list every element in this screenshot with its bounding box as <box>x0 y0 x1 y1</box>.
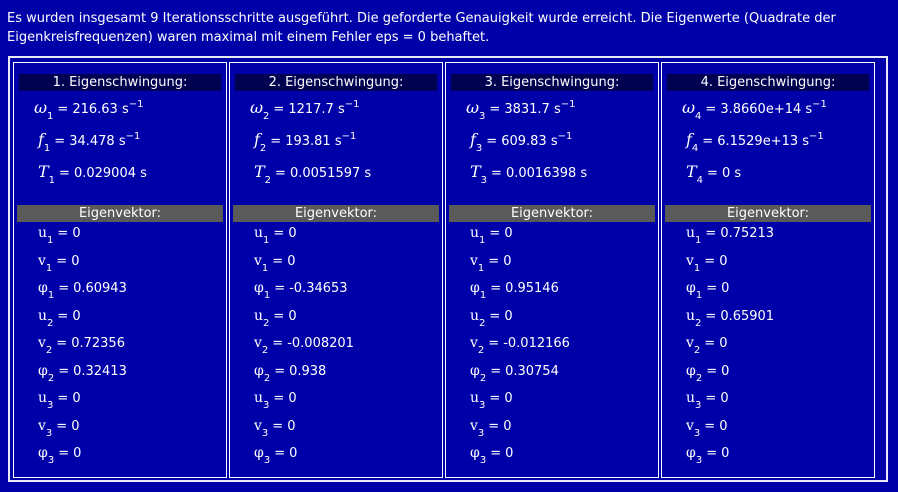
T-symbol: T <box>470 162 481 181</box>
component-index: 2 <box>693 345 701 356</box>
equals-sign: = <box>489 308 501 324</box>
component-value: -0.008201 <box>287 336 354 351</box>
equals-sign: = <box>488 253 500 269</box>
omega-value: 1217.7 <box>288 102 334 117</box>
T-index: 1 <box>48 175 56 186</box>
equals-sign: = <box>274 446 286 461</box>
component-symbol: u <box>38 225 48 241</box>
component-symbol: v <box>254 417 262 434</box>
equals-sign: = <box>57 226 69 241</box>
unit-label: s <box>364 166 372 181</box>
omega-symbol: ω <box>250 98 264 117</box>
component-symbol: φ <box>38 362 48 379</box>
component-symbol: u <box>686 225 696 241</box>
omega-value: 216.63 <box>72 102 118 117</box>
component-index: 3 <box>45 427 53 439</box>
T-row <box>470 162 588 186</box>
component-value: 0 <box>72 226 81 241</box>
component-value: 0 <box>504 391 513 406</box>
component-index: 2 <box>479 317 486 329</box>
equals-sign: = <box>57 308 69 324</box>
eigenvector-header: Eigenvektor: <box>665 205 871 222</box>
component-symbol: φ <box>38 280 48 296</box>
component-index: 2 <box>479 372 487 384</box>
omega-row <box>250 98 360 122</box>
T-symbol: T <box>38 162 49 181</box>
eigenvector-component <box>470 362 559 384</box>
component-index: 1 <box>263 290 271 301</box>
component-value: 0.75213 <box>720 226 775 241</box>
component-index: 3 <box>47 400 54 411</box>
component-index: 1 <box>695 235 702 246</box>
component-value: 0.30754 <box>505 363 559 379</box>
component-symbol: u <box>470 225 480 241</box>
component-symbol: u <box>254 307 264 324</box>
component-value: 0.65901 <box>720 308 775 324</box>
eigenvector-component <box>470 417 512 439</box>
equals-sign: = <box>706 281 718 296</box>
component-value: 0 <box>288 308 297 324</box>
eigenvector-component <box>254 362 327 384</box>
component-value: 0 <box>503 253 512 269</box>
component-value: 0.60943 <box>73 281 127 296</box>
equals-sign: = <box>270 134 282 149</box>
component-index: 2 <box>261 345 269 356</box>
unit-exponent: −1 <box>560 99 576 110</box>
component-index: 1 <box>477 262 485 274</box>
iteration-summary-text: Es wurden insgesamt 9 Iterationsschritte ausgeführt. Die geforderte Genauigkeit wurde erreicht. Die Eigenwerte (Quadrate der Eigenkreisfrequenzen) waren maximal mit einem Fehler eps = 0 behaftet. <box>7 11 836 45</box>
T-value: 0.0016398 <box>505 166 577 181</box>
component-index: 3 <box>477 427 485 439</box>
component-symbol: u <box>470 390 480 406</box>
unit-exponent: −1 <box>809 131 824 142</box>
equals-sign: = <box>704 336 716 351</box>
component-index: 2 <box>47 317 54 329</box>
component-value: 0.32413 <box>73 363 127 379</box>
omega-index: 3 <box>479 111 486 122</box>
equals-sign: = <box>272 336 284 351</box>
eigenvector-component <box>254 225 297 246</box>
f-index: 4 <box>691 143 699 154</box>
component-index: 2 <box>695 372 703 384</box>
eigenvector-component <box>38 445 82 466</box>
f-symbol: f <box>470 130 476 149</box>
component-value: 0 <box>719 336 728 351</box>
component-index: 3 <box>693 427 701 439</box>
mode-title: 3. Eigenschwingung: <box>451 74 653 91</box>
omega-symbol: ω <box>466 98 480 117</box>
equals-sign: = <box>57 102 69 117</box>
eigenvector-component <box>254 335 354 356</box>
equals-sign: = <box>273 308 285 324</box>
eigenvector-component <box>686 362 730 384</box>
f-value: 609.83 <box>501 134 547 149</box>
equals-sign: = <box>54 134 66 149</box>
component-symbol: φ <box>254 362 264 379</box>
unit-label: s <box>337 102 345 117</box>
equals-sign: = <box>273 391 285 406</box>
eigenvector-component <box>686 390 729 411</box>
eigenvector-component <box>38 362 127 384</box>
eigenvector-component <box>254 390 297 411</box>
component-symbol: u <box>254 390 264 406</box>
omega-row <box>466 98 576 122</box>
eigenvector-header: Eigenvektor: <box>449 205 655 222</box>
component-value: 0 <box>721 281 730 296</box>
component-index: 3 <box>695 455 703 466</box>
component-value: 0 <box>288 391 297 406</box>
eigenvector-component <box>254 307 297 329</box>
component-index: 1 <box>479 235 486 246</box>
equals-sign: = <box>274 281 286 296</box>
component-index: 2 <box>477 345 485 356</box>
mode-column-4 <box>661 62 875 478</box>
omega-value: 3.8660e+14 <box>720 102 802 117</box>
component-symbol: v <box>254 335 262 351</box>
equals-sign: = <box>273 102 285 117</box>
component-index: 3 <box>695 400 702 411</box>
equals-sign: = <box>273 226 285 241</box>
equals-sign: = <box>58 363 70 379</box>
component-symbol: v <box>38 417 46 434</box>
component-symbol: v <box>38 252 46 269</box>
component-index: 2 <box>263 317 270 329</box>
component-index: 2 <box>45 345 53 356</box>
eigenvector-component <box>686 445 730 466</box>
f-index: 2 <box>259 143 267 154</box>
omega-symbol: ω <box>682 98 696 117</box>
eigenvector-component <box>686 252 728 274</box>
eigenvector-component <box>686 417 728 439</box>
results-panel <box>8 56 888 482</box>
mode-title: 1. Eigenschwingung: <box>19 74 221 91</box>
T-row <box>254 162 372 186</box>
equals-sign: = <box>59 166 70 181</box>
component-value: 0 <box>289 446 298 461</box>
unit-label: s <box>334 134 342 149</box>
component-symbol: v <box>470 252 478 269</box>
component-symbol: u <box>686 390 696 406</box>
equals-sign: = <box>272 418 284 434</box>
f-value: 34.478 <box>69 134 115 149</box>
equals-sign: = <box>705 102 717 117</box>
omega-row <box>682 98 827 122</box>
eigenvector-component <box>470 335 570 356</box>
eigenvector-component <box>38 307 81 329</box>
unit-label: s <box>553 102 561 117</box>
component-value: 0 <box>72 308 81 324</box>
unit-label: s <box>580 166 588 181</box>
component-index: 2 <box>695 317 702 329</box>
T-value: 0.029004 <box>73 166 136 181</box>
mode-column-1 <box>13 62 227 478</box>
component-index: 1 <box>695 290 703 301</box>
unit-label: s <box>802 134 810 149</box>
unit-label: s <box>121 102 129 117</box>
component-value: 0.938 <box>289 363 327 379</box>
component-symbol: φ <box>254 280 264 296</box>
component-symbol: u <box>254 225 264 241</box>
component-value: 0.72356 <box>71 336 125 351</box>
component-symbol: φ <box>686 362 696 379</box>
component-value: 0 <box>503 418 512 434</box>
equals-sign: = <box>56 336 68 351</box>
eigenvector-component <box>254 252 296 274</box>
component-index: 2 <box>263 372 271 384</box>
component-index: 1 <box>479 290 487 301</box>
component-symbol: φ <box>470 362 480 379</box>
component-index: 3 <box>479 455 487 466</box>
eigenvector-component <box>38 225 81 246</box>
mode-title: 2. Eigenschwingung: <box>235 74 437 91</box>
component-symbol: u <box>38 390 48 406</box>
equals-sign: = <box>488 418 500 434</box>
equals-sign: = <box>274 363 286 379</box>
component-value: 0 <box>504 226 513 241</box>
T-row <box>38 162 147 186</box>
component-value: 0 <box>72 391 81 406</box>
component-value: 0 <box>721 363 730 379</box>
f-row <box>38 130 141 154</box>
component-value: 0 <box>288 226 297 241</box>
component-value: 0 <box>287 418 296 434</box>
component-index: 1 <box>47 290 55 301</box>
omega-symbol: ω <box>34 98 48 117</box>
eigenvector-component <box>38 390 81 411</box>
equals-sign: = <box>489 391 501 406</box>
f-symbol: f <box>686 130 692 149</box>
component-index: 3 <box>263 455 271 466</box>
f-symbol: f <box>38 130 44 149</box>
equals-sign: = <box>706 446 718 461</box>
eigenvector-component <box>38 417 80 439</box>
T-symbol: T <box>686 162 697 181</box>
eigenvector-component <box>254 445 298 466</box>
component-value: 0 <box>720 391 729 406</box>
component-value: 0 <box>719 253 728 269</box>
component-symbol: u <box>686 307 696 324</box>
eigenvector-component <box>686 280 730 301</box>
component-symbol: φ <box>38 445 48 461</box>
unit-exponent: −1 <box>812 99 827 110</box>
component-value: -0.012166 <box>503 336 570 351</box>
equals-sign: = <box>58 281 70 296</box>
eigenvector-component <box>254 280 348 301</box>
f-index: 3 <box>475 143 483 154</box>
component-value: 0 <box>73 446 82 461</box>
component-index: 3 <box>263 400 270 411</box>
component-index: 3 <box>47 455 55 466</box>
omega-row <box>34 98 144 122</box>
equals-sign: = <box>489 102 501 117</box>
equals-sign: = <box>705 391 717 406</box>
component-index: 1 <box>693 262 701 274</box>
component-symbol: φ <box>686 280 696 296</box>
omega-index: 2 <box>263 111 270 122</box>
omega-value: 3831.7 <box>504 102 550 117</box>
eigenvector-component <box>686 307 775 329</box>
equals-sign: = <box>705 308 717 324</box>
component-value: 0 <box>721 446 730 461</box>
mode-column-2 <box>229 62 443 478</box>
eigenvector-component <box>254 417 296 439</box>
unit-label: s <box>140 166 147 181</box>
unit-label: s <box>118 134 126 149</box>
equals-sign: = <box>490 446 502 461</box>
equals-sign: = <box>57 391 69 406</box>
f-row <box>470 130 573 154</box>
component-symbol: v <box>470 417 478 434</box>
unit-label: s <box>734 166 742 181</box>
component-index: 2 <box>47 372 55 384</box>
eigenvector-component <box>686 335 728 356</box>
T-value: 0.0051597 <box>289 166 361 181</box>
equals-sign: = <box>490 281 502 296</box>
component-index: 3 <box>479 400 486 411</box>
component-symbol: φ <box>470 445 480 461</box>
component-symbol: v <box>686 252 694 269</box>
eigenvector-component <box>470 225 513 246</box>
component-symbol: u <box>38 307 48 324</box>
eigenvector-component <box>470 390 513 411</box>
component-index: 1 <box>45 262 53 274</box>
equals-sign: = <box>488 336 500 351</box>
eigenvector-component <box>38 280 127 301</box>
eigenvector-component <box>686 225 775 246</box>
component-symbol: v <box>686 335 694 351</box>
component-symbol: v <box>470 335 478 351</box>
unit-exponent: −1 <box>128 99 144 110</box>
f-index: 1 <box>43 143 51 154</box>
equals-sign: = <box>707 166 718 181</box>
equals-sign: = <box>704 253 716 269</box>
component-value: 0 <box>505 446 514 461</box>
eigenvector-header: Eigenvektor: <box>233 205 439 222</box>
component-index: 3 <box>261 427 269 439</box>
omega-index: 4 <box>695 111 702 122</box>
component-symbol: v <box>38 335 46 351</box>
f-symbol: f <box>254 130 260 149</box>
equals-sign: = <box>705 226 717 241</box>
omega-index: 1 <box>47 111 54 122</box>
equals-sign: = <box>56 253 68 269</box>
f-row <box>254 130 357 154</box>
unit-exponent: −1 <box>125 131 141 142</box>
eigenvector-component <box>38 252 80 274</box>
component-value: -0.34653 <box>289 281 348 296</box>
component-symbol: φ <box>686 445 696 461</box>
equals-sign: = <box>490 363 502 379</box>
f-value: 193.81 <box>285 134 331 149</box>
equals-sign: = <box>58 446 70 461</box>
unit-label: s <box>550 134 558 149</box>
T-value: 0 <box>721 166 731 181</box>
component-value: 0.95146 <box>505 281 559 296</box>
component-index: 1 <box>47 235 54 246</box>
component-value: 0 <box>71 418 80 434</box>
unit-exponent: −1 <box>341 131 357 142</box>
component-symbol: φ <box>470 280 480 296</box>
f-value: 6.1529e+13 <box>717 134 799 149</box>
T-index: 2 <box>264 175 272 186</box>
T-index: 3 <box>480 175 488 186</box>
equals-sign: = <box>702 134 714 149</box>
eigenvector-component <box>38 335 125 356</box>
component-value: 0 <box>719 418 728 434</box>
component-symbol: u <box>470 307 480 324</box>
mode-column-3 <box>445 62 659 478</box>
eigenvector-component <box>470 280 559 301</box>
equals-sign: = <box>704 418 716 434</box>
T-row <box>686 162 742 186</box>
component-symbol: v <box>254 252 262 269</box>
equals-sign: = <box>486 134 498 149</box>
eigenvector-header: Eigenvektor: <box>17 205 223 222</box>
component-value: 0 <box>71 253 80 269</box>
equals-sign: = <box>56 418 68 434</box>
T-symbol: T <box>254 162 265 181</box>
eigenvector-component <box>470 252 512 274</box>
eigenvector-component <box>470 307 513 329</box>
T-index: 4 <box>696 175 704 186</box>
component-symbol: v <box>686 417 694 434</box>
component-index: 1 <box>263 235 270 246</box>
unit-exponent: −1 <box>557 131 573 142</box>
mode-title: 4. Eigenschwingung: <box>667 74 869 91</box>
equals-sign: = <box>272 253 284 269</box>
unit-label: s <box>805 102 813 117</box>
component-symbol: φ <box>254 445 264 461</box>
unit-exponent: −1 <box>344 99 360 110</box>
f-row <box>686 130 824 154</box>
equals-sign: = <box>489 226 501 241</box>
equals-sign: = <box>275 166 286 181</box>
equals-sign: = <box>491 166 502 181</box>
eigenvector-component <box>470 445 514 466</box>
component-value: 0 <box>504 308 513 324</box>
component-value: 0 <box>287 253 296 269</box>
equals-sign: = <box>706 363 718 379</box>
component-index: 1 <box>261 262 269 274</box>
